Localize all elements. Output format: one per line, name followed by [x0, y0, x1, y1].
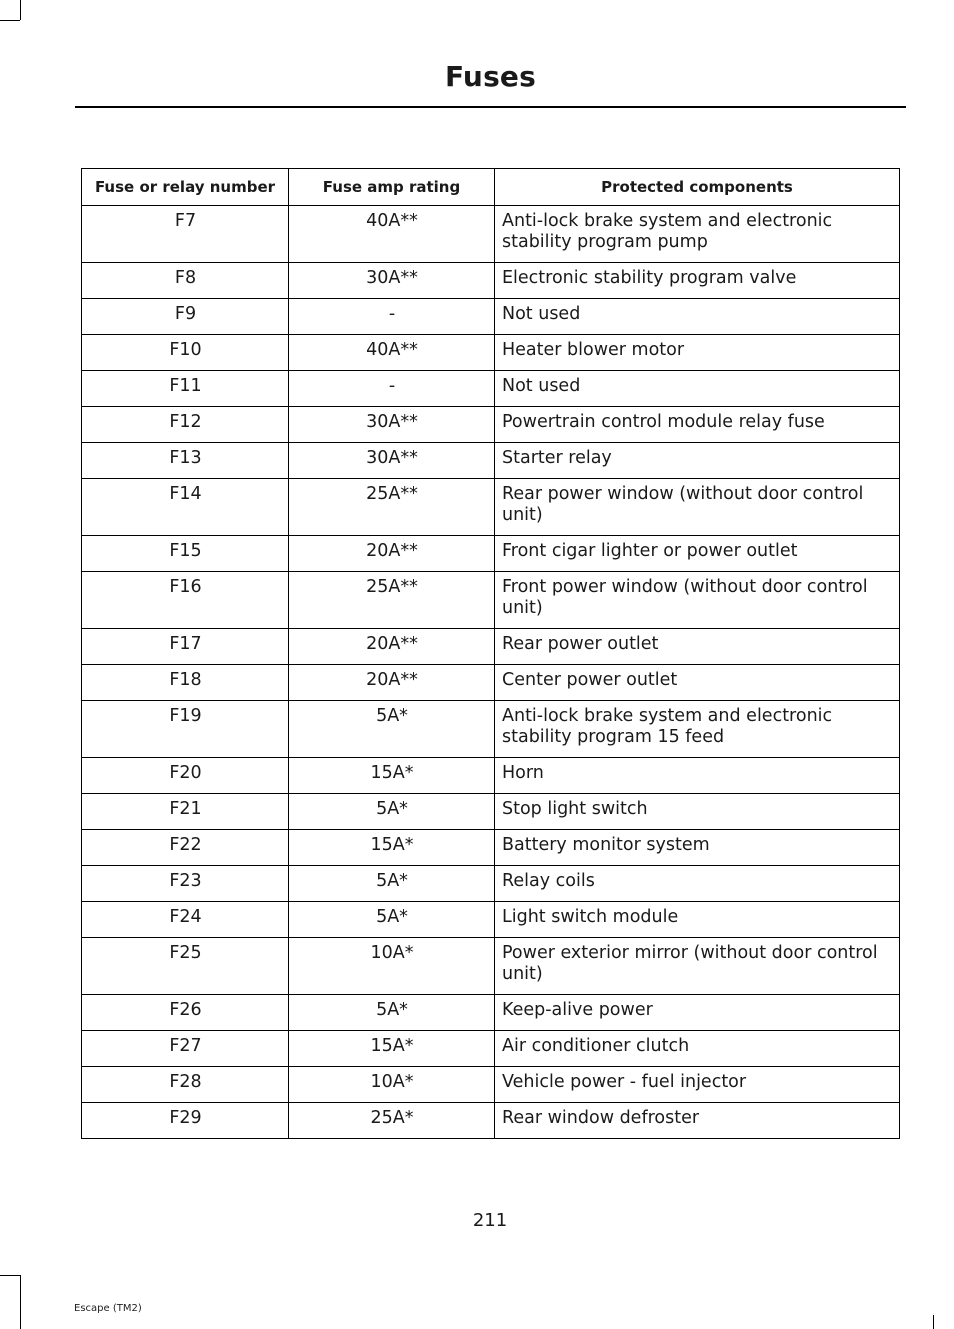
- component-cell: Heater blower motor: [495, 335, 900, 371]
- fuse-number-cell: F12: [82, 407, 289, 443]
- crop-mark-top-left-vertical: [20, 0, 21, 20]
- amp-rating-cell: 30A**: [289, 407, 495, 443]
- amp-rating-cell: 10A*: [289, 1067, 495, 1103]
- amp-rating-cell: 5A*: [289, 866, 495, 902]
- table-row: [82, 1031, 900, 1067]
- amp-rating-cell: 5A*: [289, 995, 495, 1031]
- component-cell: Stop light switch: [495, 794, 900, 830]
- table-row: [82, 1067, 900, 1103]
- amp-rating-cell: 25A**: [289, 572, 495, 629]
- fuse-number-cell: F19: [82, 701, 289, 758]
- table-row: [82, 995, 900, 1031]
- component-cell: Starter relay: [495, 443, 900, 479]
- fuse-number-cell: F14: [82, 479, 289, 536]
- fuse-number-cell: F28: [82, 1067, 289, 1103]
- fuse-number-cell: F17: [82, 629, 289, 665]
- amp-rating-cell: -: [289, 299, 495, 335]
- header-protected-components: Protected components: [495, 169, 900, 206]
- footer-model-label: Escape (TM2): [74, 1303, 142, 1314]
- component-cell: Battery monitor system: [495, 830, 900, 866]
- component-cell: Not used: [495, 371, 900, 407]
- component-cell: Rear power outlet: [495, 629, 900, 665]
- amp-rating-cell: 5A*: [289, 902, 495, 938]
- table-row: [82, 206, 900, 263]
- table-row: [82, 938, 900, 995]
- table-row: [82, 758, 900, 794]
- table-row: [82, 701, 900, 758]
- component-cell: Air conditioner clutch: [495, 1031, 900, 1067]
- fuse-table: [81, 168, 900, 1139]
- table-row: [82, 1103, 900, 1139]
- header-amp-rating: Fuse amp rating: [289, 169, 495, 206]
- component-cell: Relay coils: [495, 866, 900, 902]
- amp-rating-cell: 5A*: [289, 794, 495, 830]
- component-cell: Front cigar lighter or power outlet: [495, 536, 900, 572]
- fuse-number-cell: F22: [82, 830, 289, 866]
- table-row: [82, 335, 900, 371]
- component-cell: Not used: [495, 299, 900, 335]
- crop-mark-top-left-horizontal: [0, 20, 20, 21]
- crop-mark-bottom-right-vertical: [933, 1315, 934, 1329]
- component-cell: Rear window defroster: [495, 1103, 900, 1139]
- table-row: [82, 443, 900, 479]
- amp-rating-cell: 40A**: [289, 206, 495, 263]
- fuse-number-cell: F26: [82, 995, 289, 1031]
- fuse-number-cell: F15: [82, 536, 289, 572]
- fuse-number-cell: F7: [82, 206, 289, 263]
- crop-mark-bottom-left-horizontal: [0, 1275, 20, 1276]
- table-row: [82, 371, 900, 407]
- table-row: [82, 536, 900, 572]
- amp-rating-cell: 5A*: [289, 701, 495, 758]
- amp-rating-cell: 30A**: [289, 263, 495, 299]
- component-cell: Front power window (without door control unit): [495, 572, 900, 629]
- table-row: [82, 830, 900, 866]
- amp-rating-cell: 40A**: [289, 335, 495, 371]
- fuse-number-cell: F25: [82, 938, 289, 995]
- amp-rating-cell: 20A**: [289, 665, 495, 701]
- amp-rating-cell: 20A**: [289, 536, 495, 572]
- fuse-number-cell: F27: [82, 1031, 289, 1067]
- component-cell: Keep-alive power: [495, 995, 900, 1031]
- component-cell: Powertrain control module relay fuse: [495, 407, 900, 443]
- fuse-number-cell: F16: [82, 572, 289, 629]
- amp-rating-cell: 15A*: [289, 830, 495, 866]
- amp-rating-cell: 30A**: [289, 443, 495, 479]
- component-cell: Power exterior mirror (without door control unit): [495, 938, 900, 995]
- amp-rating-cell: 15A*: [289, 1031, 495, 1067]
- table-row: [82, 629, 900, 665]
- title-rule: [75, 106, 906, 108]
- component-cell: Light switch module: [495, 902, 900, 938]
- amp-rating-cell: 25A**: [289, 479, 495, 536]
- table-header-row: [82, 169, 900, 206]
- table-row: [82, 407, 900, 443]
- table-row: [82, 902, 900, 938]
- header-fuse-number: Fuse or relay number: [82, 169, 289, 206]
- crop-mark-bottom-left-vertical: [20, 1275, 21, 1329]
- amp-rating-cell: 20A**: [289, 629, 495, 665]
- fuse-number-cell: F24: [82, 902, 289, 938]
- fuse-number-cell: F29: [82, 1103, 289, 1139]
- fuse-number-cell: F11: [82, 371, 289, 407]
- amp-rating-cell: 10A*: [289, 938, 495, 995]
- component-cell: Anti-lock brake system and electronic stability program pump: [495, 206, 900, 263]
- table-row: [82, 299, 900, 335]
- amp-rating-cell: 15A*: [289, 758, 495, 794]
- table-row: [82, 665, 900, 701]
- fuse-number-cell: F10: [82, 335, 289, 371]
- fuse-number-cell: F20: [82, 758, 289, 794]
- table-row: [82, 794, 900, 830]
- fuse-number-cell: F21: [82, 794, 289, 830]
- component-cell: Rear power window (without door control unit): [495, 479, 900, 536]
- fuse-number-cell: F18: [82, 665, 289, 701]
- table-row: [82, 572, 900, 629]
- component-cell: Vehicle power - fuel injector: [495, 1067, 900, 1103]
- component-cell: Electronic stability program valve: [495, 263, 900, 299]
- fuse-number-cell: F13: [82, 443, 289, 479]
- page-number: 211: [472, 1210, 508, 1231]
- table-row: [82, 263, 900, 299]
- fuse-number-cell: F23: [82, 866, 289, 902]
- component-cell: Anti-lock brake system and electronic stability program 15 feed: [495, 701, 900, 758]
- amp-rating-cell: -: [289, 371, 495, 407]
- page-title: Fuses: [445, 60, 536, 93]
- amp-rating-cell: 25A*: [289, 1103, 495, 1139]
- table-row: [82, 866, 900, 902]
- component-cell: Horn: [495, 758, 900, 794]
- fuse-number-cell: F8: [82, 263, 289, 299]
- component-cell: Center power outlet: [495, 665, 900, 701]
- table-row: [82, 479, 900, 536]
- fuse-number-cell: F9: [82, 299, 289, 335]
